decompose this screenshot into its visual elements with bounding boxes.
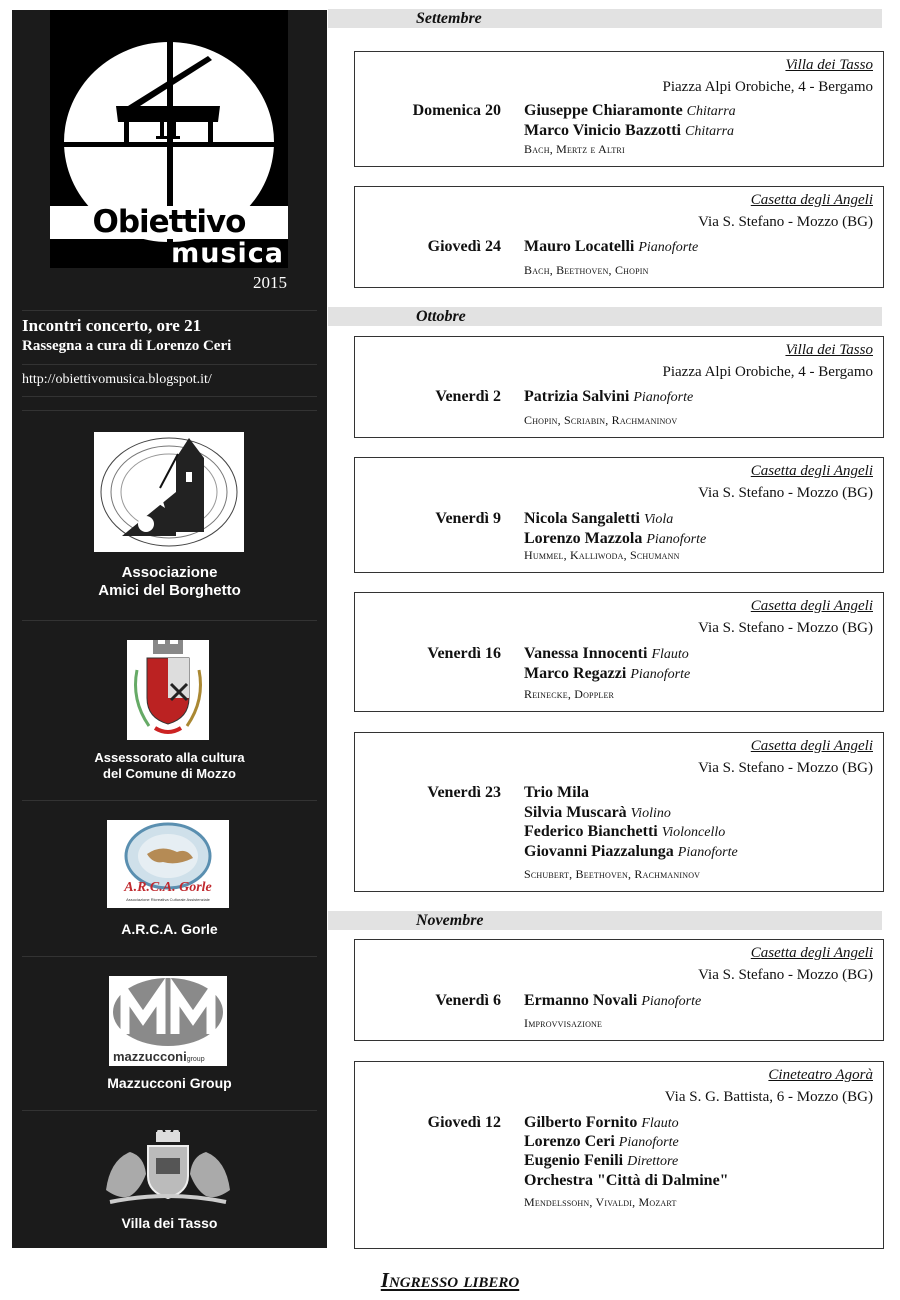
event-address: Piazza Alpi Orobiche, 4 - Bergamo (662, 364, 873, 380)
event-address: Via S. Stefano - Mozzo (BG) (698, 214, 873, 230)
event-card (354, 939, 884, 1041)
obiettivo-musica-logo (50, 10, 288, 268)
month-header-settembre (328, 9, 882, 28)
mazzucconi-logo-text (113, 1050, 205, 1067)
performer-name: Federico Bianchetti (524, 823, 658, 840)
performer-instrument: Chitarra (686, 104, 736, 119)
logo-word-musica: musica (171, 238, 284, 269)
event-day: Giovedì 24 (427, 238, 501, 255)
sponsor-label-line: Assessorato alla cultura (94, 750, 245, 765)
performer-line (524, 843, 738, 861)
month-label: Settembre (416, 10, 482, 27)
divider (22, 410, 317, 411)
performer-line (524, 804, 671, 822)
event-day: Venerdì 2 (435, 388, 501, 405)
event-day: Venerdì 6 (435, 992, 501, 1009)
performer-name: Patrizia Salvini (524, 388, 630, 405)
performer-line (524, 1152, 678, 1170)
sponsor-label-line: Associazione (121, 564, 218, 581)
event-program: Reinecke, Doppler (524, 687, 615, 701)
performer-line (524, 645, 689, 663)
performer-line (524, 388, 693, 406)
performer-line (524, 784, 589, 802)
sponsor-label-line: del Comune di Mozzo (103, 766, 236, 781)
performer-instrument: Pianoforte (641, 994, 702, 1009)
sponsor-label-line: A.R.C.A. Gorle (121, 921, 218, 937)
event-program: Hummel, Kalliwoda, Schumann (524, 548, 680, 562)
event-card (354, 336, 884, 438)
mazzucconi-logo (109, 976, 227, 1066)
performer-line (524, 102, 736, 120)
blog-url-link[interactable]: http://obiettivomusica.blogspot.it/ (22, 372, 212, 387)
event-card (354, 592, 884, 712)
event-card (354, 186, 884, 288)
mazzucconi-logo-group: group (186, 1056, 205, 1063)
performer-name: Marco Vinicio Bazzotti (524, 122, 681, 139)
event-venue: Villa dei Tasso (785, 57, 873, 73)
event-day: Venerdì 16 (427, 645, 501, 662)
arca-logo-subtext: Associazione Ricreativa Culturale Assistenziale (126, 897, 210, 902)
performer-name: Giuseppe Chiaramonte (524, 102, 683, 119)
event-day: Venerdì 23 (427, 784, 501, 801)
event-address: Piazza Alpi Orobiche, 4 - Bergamo (662, 79, 873, 95)
event-program: Bach, Beethoven, Chopin (524, 263, 649, 277)
sponsor-label-line: Villa dei Tasso (121, 1215, 218, 1231)
event-venue: Casetta degli Angeli (750, 945, 873, 961)
sponsor-label-line: Mazzucconi Group (107, 1075, 232, 1091)
performer-instrument: Violino (630, 806, 671, 821)
performer-name: Marco Regazzi (524, 665, 627, 682)
performer-line (524, 823, 725, 841)
performer-line (524, 510, 673, 528)
performer-instrument: Pianoforte (618, 1135, 679, 1150)
event-program: Schubert, Beethoven, Rachmaninov (524, 867, 701, 881)
performer-line (524, 530, 706, 548)
logo-crosshair-horizontal (50, 142, 288, 147)
event-address: Via S. Stefano - Mozzo (BG) (698, 967, 873, 983)
performer-line (524, 665, 690, 683)
divider (22, 620, 317, 621)
performer-instrument: Pianoforte (638, 240, 699, 255)
arca-logo-text: A.R.C.A. Gorle (124, 880, 212, 895)
event-program: Bach, Mertz e Altri (524, 142, 625, 156)
event-card (354, 457, 884, 573)
event-program: Mendelssohn, Vivaldi, Mozart (524, 1195, 677, 1209)
performer-name: Eugenio Fenili (524, 1152, 624, 1169)
event-address: Via S. Stefano - Mozzo (BG) (698, 620, 873, 636)
performer-line (524, 1133, 679, 1151)
arca-gorle-logo (107, 820, 229, 908)
performer-instrument: Direttore (627, 1154, 679, 1169)
performer-name: Vanessa Innocenti (524, 645, 648, 662)
event-venue: Casetta degli Angeli (750, 738, 873, 754)
intro-line-2: Rassegna a cura di Lorenzo Ceri (22, 338, 232, 354)
divider (22, 1110, 317, 1111)
performer-name: Orchestra "Città di Dalmine" (524, 1172, 729, 1189)
performer-instrument: Chitarra (685, 124, 735, 139)
performer-instrument: Pianoforte (633, 390, 694, 405)
performer-instrument: Violoncello (661, 825, 726, 840)
performer-instrument: Pianoforte (630, 667, 691, 682)
divider (22, 310, 317, 311)
performer-line (524, 1172, 729, 1190)
performer-line (524, 122, 734, 140)
logo-word-obiettivo: Obiettivo (50, 206, 288, 239)
event-venue: Casetta degli Angeli (750, 192, 873, 208)
performer-line (524, 1114, 679, 1132)
month-label: Ottobre (416, 308, 466, 325)
sponsor-label-villa-tasso (12, 1214, 327, 1232)
divider (22, 364, 317, 365)
sponsor-label-borghetto (12, 564, 327, 600)
event-card (354, 732, 884, 892)
event-venue: Casetta degli Angeli (750, 463, 873, 479)
performer-name: Trio Mila (524, 784, 590, 801)
free-entry-footer: Ingresso libero (380, 1268, 520, 1292)
sidebar (12, 10, 327, 1248)
divider (22, 396, 317, 397)
mm-monogram-icon (109, 976, 227, 1050)
divider (22, 956, 317, 957)
performer-instrument: Pianoforte (677, 845, 738, 860)
performer-name: Ermanno Novali (524, 992, 638, 1009)
event-card (354, 51, 884, 167)
performer-instrument: Flauto (651, 647, 689, 662)
divider (22, 800, 317, 801)
event-card (354, 1061, 884, 1249)
month-header-novembre (328, 911, 882, 930)
performer-name: Giovanni Piazzalunga (524, 843, 674, 860)
performer-name: Lorenzo Mazzola (524, 530, 643, 547)
coat-of-arms-icon (127, 640, 209, 740)
sponsor-label-mozzo (12, 750, 327, 782)
sponsor-label-line: Amici del Borghetto (98, 582, 241, 599)
month-header-ottobre (328, 307, 882, 326)
event-program: Improvvisazione (524, 1016, 603, 1030)
borghetto-emblem-icon (94, 432, 244, 552)
event-address: Via S. G. Battista, 6 - Mozzo (BG) (664, 1089, 873, 1105)
event-day: Venerdì 9 (435, 510, 501, 527)
performer-instrument: Pianoforte (646, 532, 707, 547)
sponsor-label-mazzucconi (12, 1074, 327, 1092)
month-label: Novembre (416, 912, 484, 929)
event-venue: Villa dei Tasso (785, 342, 873, 358)
borghetto-logo (94, 432, 244, 552)
performer-instrument: Viola (644, 512, 674, 527)
event-venue: Cineteatro Agorà (768, 1067, 873, 1083)
performer-line (524, 992, 701, 1010)
event-address: Via S. Stefano - Mozzo (BG) (698, 760, 873, 776)
comune-mozzo-crest (127, 640, 209, 740)
event-day: Giovedì 12 (427, 1114, 501, 1131)
event-venue: Casetta degli Angeli (750, 598, 873, 614)
sponsor-label-arca (12, 920, 327, 938)
performer-name: Mauro Locatelli (524, 238, 635, 255)
intro-line-1: Incontri concerto, ore 21 (22, 316, 202, 335)
performer-instrument: Flauto (641, 1116, 679, 1131)
logo-year: 2015 (253, 273, 287, 292)
performer-line (524, 238, 698, 256)
performer-name: Silvia Muscarà (524, 804, 627, 821)
mazzucconi-logo-word: mazzucconi (113, 1049, 187, 1064)
villa-tasso-crest-icon (100, 1130, 236, 1208)
performer-name: Gilberto Fornito (524, 1114, 638, 1131)
performer-name: Lorenzo Ceri (524, 1133, 615, 1150)
event-program: Chopin, Scriabin, Rachmaninov (524, 413, 678, 427)
event-address: Via S. Stefano - Mozzo (BG) (698, 485, 873, 501)
event-day: Domenica 20 (412, 102, 501, 119)
performer-name: Nicola Sangaletti (524, 510, 640, 527)
